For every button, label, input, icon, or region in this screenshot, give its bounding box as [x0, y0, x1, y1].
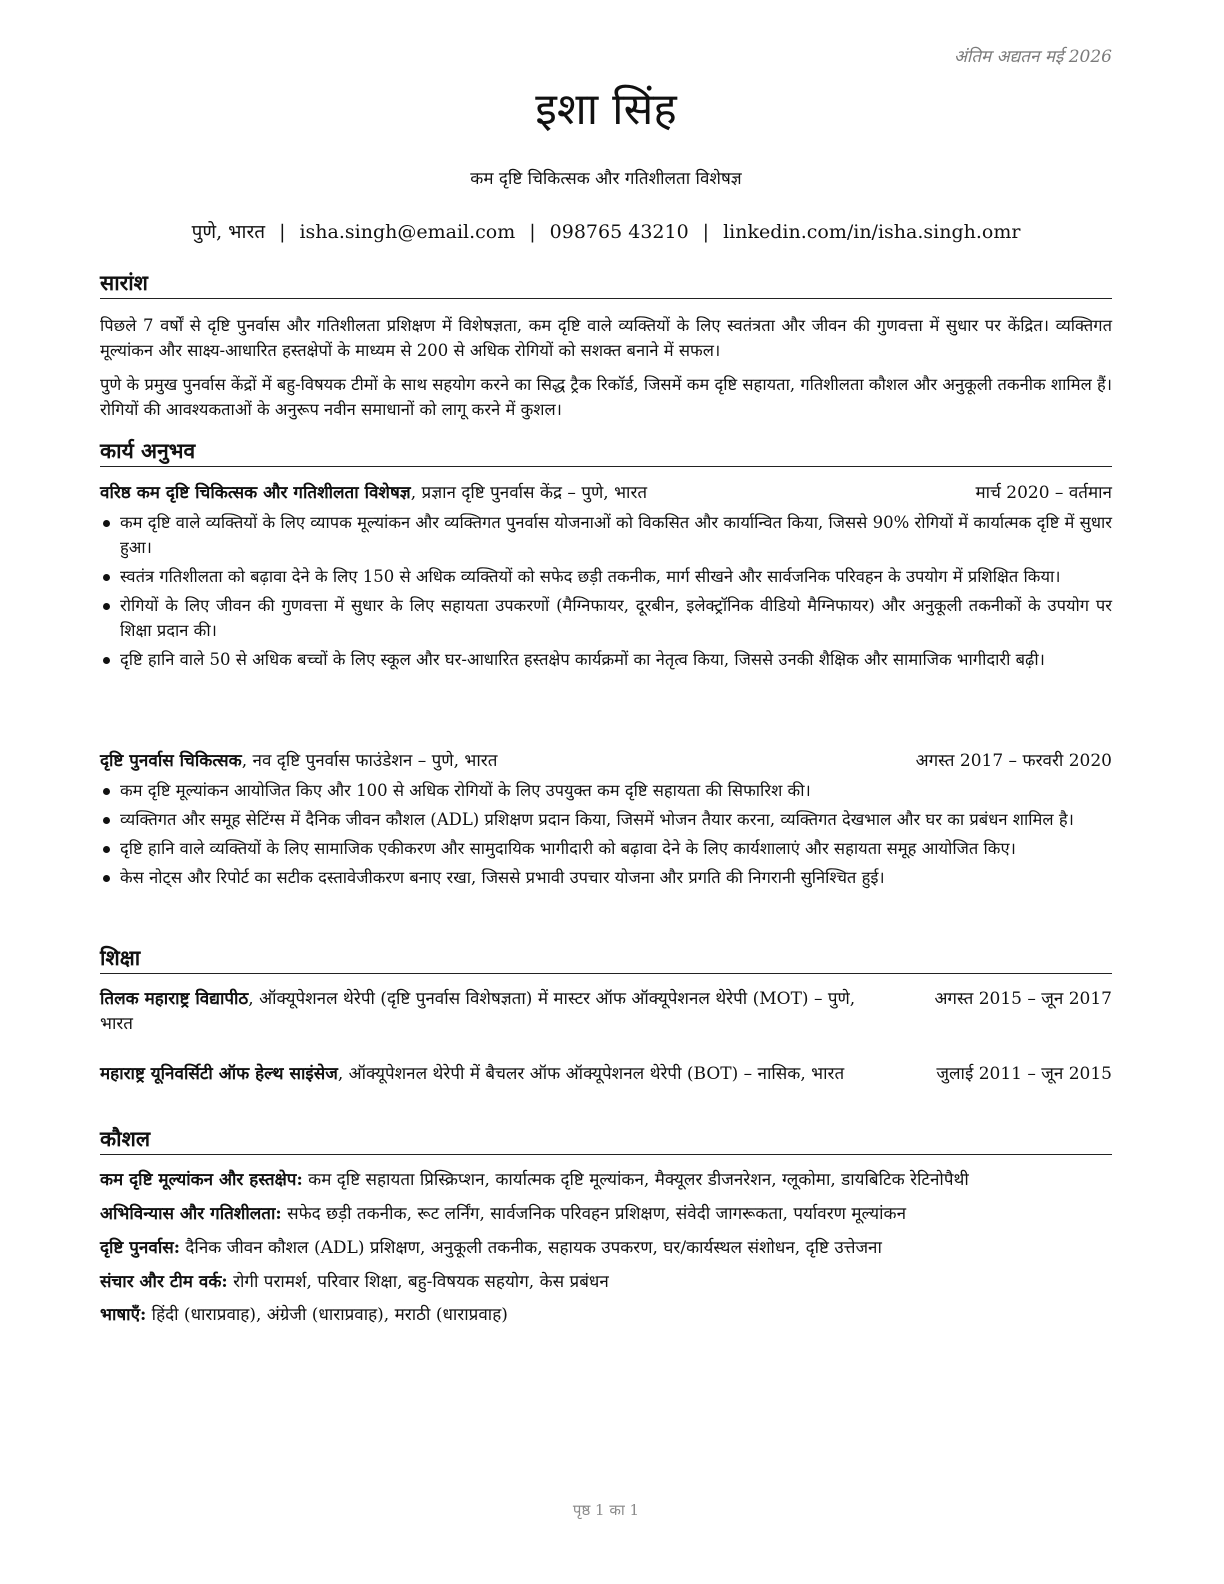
skill-row	[100, 1168, 1112, 1193]
education-entry	[100, 1062, 1112, 1087]
skill-value: रोगी परामर्श, परिवार शिक्षा, बहु-विषयक सहयोग, केस प्रबंधन	[227, 1272, 609, 1292]
education-dates: अगस्त 2015 – जून 2017	[934, 989, 1112, 1009]
job-bullet: रोगियों के लिए जीवन की गुणवत्ता में सुधार के लिए सहायता उपकरणों (मैग्निफायर, दूरबीन, इलेक्ट्रॉनिक वीडियो मैग्निफायर) और अनुकूली तकनीकों के उपयोग पर शिक्षा प्रदान की।	[100, 593, 1112, 643]
skill-row	[100, 1236, 1112, 1261]
skill-value: सफेद छड़ी तकनीक, रूट लर्निंग, सार्वजनिक परिवहन प्रशिक्षण, संवेदी जागरूकता, पर्यावरण मूल्यांकन	[281, 1204, 907, 1224]
skill-label: संचार और टीम वर्क:	[100, 1272, 228, 1292]
skill-label: अभिविन्यास और गतिशीलता:	[100, 1204, 282, 1224]
education-detail: , ऑक्यूपेशनल थेरेपी (दृष्टि पुनर्वास विशेषज्ञता) में मास्टर ऑफ ऑक्यूपेशनल थेरेपी (MOT) – पुणे, भारत	[100, 989, 856, 1034]
skill-value: दैनिक जीवन कौशल (ADL) प्रशिक्षण, अनुकूली तकनीक, सहायक उपकरण, घर/कार्यस्थल संशोधन, दृष्टि उत्तेजना	[180, 1238, 882, 1258]
contact-linkedin[interactable]: linkedin.com/in/isha.singh.omr	[723, 221, 1021, 243]
job-bullet: कम दृष्टि वाले व्यक्तियों के लिए व्यापक मूल्यांकन और व्यक्तिगत पुनर्वास योजनाओं को विकसित और कार्यान्वित किया, जिससे 90% रोगियों में कार्यात्मक दृष्टि में सुधार हुआ।	[100, 510, 1112, 560]
page-number: पृष्ठ 1 का 1	[572, 1501, 640, 1519]
job-bullet: व्यक्तिगत और समूह सेटिंग्स में दैनिक जीवन कौशल (ADL) प्रशिक्षण प्रदान किया, जिसमें भोजन तैयार करना, व्यक्तिगत देखभाल और घर का प्रबंधन शामिल है।	[100, 807, 1112, 832]
contact-separator: |	[529, 221, 536, 243]
skills-heading: कौशल	[100, 1126, 1112, 1155]
education-dates: जुलाई 2011 – जून 2015	[936, 1064, 1112, 1084]
job-organization: , नव दृष्टि पुनर्वास फाउंडेशन – पुणे, भारत	[241, 751, 498, 771]
contact-line	[100, 218, 1112, 244]
education-school: महाराष्ट्र यूनिवर्सिटी ऑफ हेल्थ साइंसेज	[100, 1064, 338, 1084]
contact-separator: |	[279, 221, 286, 243]
job-bullet: दृष्टि हानि वाले व्यक्तियों के लिए सामाजिक एकीकरण और सामुदायिक भागीदारी को बढ़ावा देने के लिए कार्यशालाएं और सहायता समूह आयोजित किए।	[100, 836, 1112, 861]
job-dates: मार्च 2020 – वर्तमान	[975, 483, 1112, 503]
skill-label: भाषाएँ:	[100, 1305, 147, 1325]
contact-email[interactable]: isha.singh@email.com	[299, 221, 516, 243]
job-header	[100, 481, 1112, 506]
last-updated: अंतिम अद्यतन मई 2026	[953, 47, 1112, 67]
skill-value: हिंदी (धाराप्रवाह), अंग्रेजी (धाराप्रवाह), मराठी (धाराप्रवाह)	[146, 1305, 508, 1325]
job-bullet: केस नोट्स और रिपोर्ट का सटीक दस्तावेजीकरण बनाए रखा, जिससे प्रभावी उपचार योजना और प्रगति की निगरानी सुनिश्चित हुई।	[100, 865, 1112, 890]
education-heading: शिक्षा	[100, 945, 1112, 974]
skill-value: कम दृष्टि सहायता प्रिस्क्रिप्शन, कार्यात्मक दृष्टि मूल्यांकन, मैक्यूलर डीजनरेशन, ग्लूकोमा, डायबिटिक रेटिनोपैथी	[302, 1170, 969, 1190]
skill-row	[100, 1270, 1112, 1295]
job-role: वरिष्ठ कम दृष्टि चिकित्सक और गतिशीलता विशेषज्ञ	[100, 483, 411, 503]
job-bullet: दृष्टि हानि वाले 50 से अधिक बच्चों के लिए स्कूल और घर-आधारित हस्तक्षेप कार्यक्रमों का नेतृत्व किया, जिससे उनकी शैक्षिक और सामाजिक भागीदारी बढ़ी।	[100, 647, 1112, 672]
contact-phone: 098765 43210	[549, 221, 689, 243]
job-bullet: स्वतंत्र गतिशीलता को बढ़ावा देने के लिए 150 से अधिक व्यक्तियों को सफेद छड़ी तकनीक, मार्ग सीखने और सार्वजनिक परिवहन के उपयोग में प्रशिक्षित किया।	[100, 564, 1112, 589]
skill-row	[100, 1303, 1112, 1328]
skill-row	[100, 1202, 1112, 1227]
job-organization: , प्रज्ञान दृष्टि पुनर्वास केंद्र – पुणे, भारत	[410, 483, 648, 503]
candidate-title: कम दृष्टि चिकित्सक और गतिशीलता विशेषज्ञ	[470, 169, 742, 189]
job-bullets	[100, 510, 1112, 676]
education-detail: , ऑक्यूपेशनल थेरेपी में बैचलर ऑफ ऑक्यूपेशनल थेरेपी (BOT) – नासिक, भारत	[337, 1064, 845, 1084]
candidate-name: इशा सिंह	[535, 84, 677, 135]
contact-location: पुणे, भारत	[191, 221, 266, 243]
experience-heading: कार्य अनुभव	[100, 438, 1112, 467]
job-dates: अगस्त 2017 – फरवरी 2020	[915, 751, 1112, 771]
summary-paragraph: पिछले 7 वर्षों से दृष्टि पुनर्वास और गतिशीलता प्रशिक्षण में विशेषज्ञता, कम दृष्टि वाले व्यक्तियों के लिए स्वतंत्रता और जीवन की गुणवत्ता में सुधार पर केंद्रित। व्यक्तिगत मूल्यांकन और साक्ष्य-आधारित हस्तक्षेपों के माध्यम से 200 से अधिक रोगियों को सशक्त बनाने में सफल।	[100, 316, 1112, 360]
job-role: दृष्टि पुनर्वास चिकित्सक	[100, 751, 242, 771]
education-school: तिलक महाराष्ट्र विद्यापीठ	[100, 989, 249, 1009]
skill-label: कम दृष्टि मूल्यांकन और हस्तक्षेप:	[100, 1170, 303, 1190]
education-entry	[100, 987, 1112, 1037]
job-bullets	[100, 778, 1112, 894]
summary-paragraph: पुणे के प्रमुख पुनर्वास केंद्रों में बहु-विषयक टीमों के साथ सहयोग करने का सिद्ध ट्रैक रिकॉर्ड, जिसमें कम दृष्टि सहायता, गतिशीलता कौशल और अनुकूली तकनीक शामिल हैं। रोगियों की आवश्यकताओं के अनुरूप नवीन समाधानों को लागू करने में कुशल।	[100, 375, 1113, 419]
contact-separator: |	[702, 221, 710, 243]
summary-heading: सारांश	[100, 270, 1112, 299]
skill-label: दृष्टि पुनर्वास:	[100, 1238, 180, 1258]
job-bullet: कम दृष्टि मूल्यांकन आयोजित किए और 100 से अधिक रोगियों के लिए उपयुक्त कम दृष्टि सहायता की सिफारिश की।	[100, 778, 1112, 803]
job-header	[100, 749, 1112, 774]
